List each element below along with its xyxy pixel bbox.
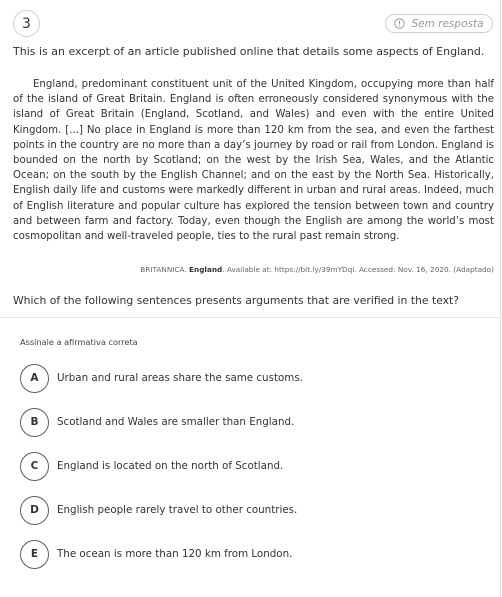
option-c[interactable] [20, 450, 490, 482]
passage-source [13, 264, 494, 275]
question-number-badge [13, 10, 40, 37]
source-prefix: BRITANNICA. [140, 265, 190, 274]
option-letter[interactable]: A [20, 364, 49, 393]
question-prompt: Which of the following sentences presents arguments that are verified in the text? [13, 294, 460, 307]
source-title: England [189, 265, 223, 274]
option-text[interactable]: English people rarely travel to other countries. [57, 504, 298, 516]
option-letter[interactable]: C [20, 452, 49, 481]
option-e[interactable] [20, 538, 490, 570]
option-letter[interactable]: D [20, 496, 49, 525]
option-letter[interactable]: E [20, 540, 49, 569]
alert-circle-icon [394, 18, 405, 29]
reading-passage [13, 77, 494, 244]
passage-text: England, predominant constituent unit of the United Kingdom, occupying more than half of the island of Great Britain. England is often erroneously considered synonymous with the island of Great Britain (England, Scotland, and Wales) and even with the entire United Kingdom. [...] No place in England is more than 120 km from the sea, and even the farthest points in the country are no more than a day’s journey by road or rail from London. England is bounded on the north by Scotland; on the west by the Irish Sea, Wales, and the Atlantic Ocean; on the south by the English Channel; and on the east by the North Sea. Historically, English daily life and customs were markedly different in urban and rural areas. Indeed, much of English literature and popular culture has explored the tension between town and country and between farm and factory. Today, even though the English are among the world’s most cosmopolitan and well-traveled people, ties to the rural past remain strong. [13, 79, 494, 243]
option-text[interactable]: The ocean is more than 120 km from London. [57, 548, 293, 560]
divider [0, 317, 501, 318]
question-number: 3 [22, 15, 31, 32]
option-letter[interactable]: B [20, 408, 49, 437]
answer-instruction: Assinale a afirmativa correta [20, 337, 138, 347]
answer-status-text: Sem resposta [411, 17, 484, 30]
source-suffix: . Available at: https://bit.ly/39mYDql. Accessed: Nov. 16, 2020. (Adaptado) [222, 265, 494, 274]
option-a[interactable] [20, 362, 490, 394]
question-intro: This is an excerpt of an article published online that details some aspects of England. [13, 45, 485, 58]
answer-status-badge [385, 14, 493, 33]
option-text[interactable]: Scotland and Wales are smaller than England. [57, 416, 295, 428]
option-b[interactable] [20, 406, 490, 438]
option-text[interactable]: Urban and rural areas share the same customs. [57, 372, 303, 384]
option-d[interactable] [20, 494, 490, 526]
option-text[interactable]: England is located on the north of Scotland. [57, 460, 284, 472]
